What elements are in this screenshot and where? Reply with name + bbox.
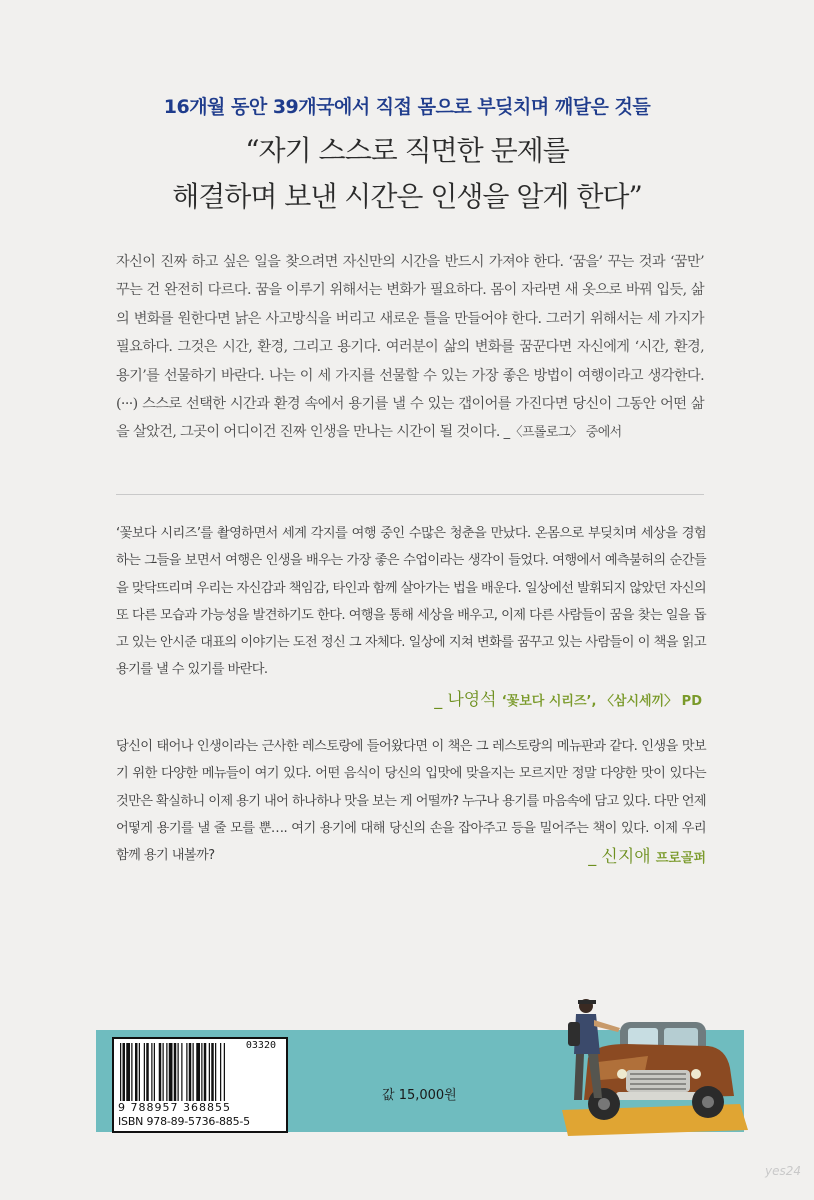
review1-signature (434, 685, 702, 710)
prologue-text: 자신이 진짜 하고 싶은 일을 찾으려면 자신만의 시간을 반드시 가져야 한다. ‘꿈을’ 꾸는 것과 ‘꿈만’ 꾸는 건 완전히 다르다. 꿈을 이루기 위해서는 변화가 필요하다. 몸이 자라면 새 옷으로 바꿔 입듯, 삶의 변화를 원한다면 낡은 사고방식을 버리고 새로운 틀을 만들어야 한다. 그러기 위해서는 세 가지가 필요하다. 그것은 시간, 환경, 그리고 용기다. 여러분이 삶의 변화를 꿈꾼다면 자신에게 ‘시간, 환경, 용기’를 선물하기 바란다. 나는 이 세 가지를 선물할 수 있는 가장 좋은 방법이 여행이라고 생각한다. (···) 스스로 선택한 시간과 환경 속에서 용기를 낼 수 있는 갭이어를 가진다면 당신이 그동안 어떤 삶을 살았건, 그곳이 어디이건 진짜 인생을 만나는 시간이 될 것이다. (116, 254, 704, 441)
ean-number: 9 788957 368855 (118, 1101, 231, 1114)
vintage-truck-illustration (548, 992, 748, 1140)
prologue-source: _〈프롤로그〉 중에서 (503, 425, 622, 441)
headline-quote-line-1: “자기 스스로 직면한 문제를 (245, 134, 569, 167)
headline-quote-line-2: 해결하며 보낸 시간은 인생을 알게 한다” (172, 180, 642, 213)
reviewer-role: ‘꽃보다 시리즈’, 〈삼시세끼〉 PD (501, 694, 702, 709)
cover-tagline: 16개월 동안 39개국에서 직접 몸으로 부딪치며 깨달은 것들 (163, 96, 651, 118)
signature-dash: _ (588, 847, 597, 866)
isbn-number: ISBN 978-89-5736-885-5 (118, 1115, 250, 1128)
isbn-barcode (112, 1037, 288, 1133)
review-na-youngseok: ‘꽃보다 시리즈’를 촬영하면서 세계 각지를 여행 중인 수많은 청춘을 만났다. 온몸으로 부딪치며 세상을 경험하는 그들을 보면서 여행은 인생을 배우는 가장 좋은 수업이라는 생각이 들었다. 여행에서 예측불허의 순간들을 맞닥뜨리며 우리는 자신감과 책임감, 타인과 함께 살아가는 법을 배운다. 일상에선 발휘되지 않았던 자신의 또 다른 모습과 가능성을 발견하기도 한다. 여행을 통해 세상을 배우고, 이제 다른 사람들이 꿈을 찾는 일을 돕고 있는 안시준 대표의 이야기는 도전 정신 그 자체다. 일상에 지쳐 변화를 꿈꾸고 있는 사람들이 이 책을 읽고 용기를 낼 수 있기를 바란다. (116, 526, 706, 678)
review-shin-jiyai: 당신이 태어나 인생이라는 근사한 레스토랑에 들어왔다면 이 책은 그 레스토랑의 메뉴판과 같다. 인생을 맛보기 위한 다양한 메뉴들이 여기 있다. 어떤 음식이 당신의 입맛에 맞을지는 모르지만 정말 다양한 맛이 있다는 것만은 확실하니 이제 용기 내어 하나하나 맛을 보는 게 어떨까? 누구나 용기를 마음속에 담고 있다. 다만 언제 어떻게 용기를 낼 줄 모를 뿐…. 여기 용기에 대해 당신의 손을 잡아주고 등을 밀어주는 책이 있다. 이제 우리 함께 용기 내볼까? (116, 739, 706, 864)
signature-dash: _ (434, 690, 443, 709)
barcode-bars (118, 1043, 282, 1101)
reviewer-name: 나영석 (447, 690, 497, 710)
section-divider (116, 494, 704, 495)
book-price: 값 15,000원 (382, 1088, 457, 1103)
reviewer-name: 신지애 (601, 847, 651, 867)
reviewer-role: 프로골퍼 (655, 851, 706, 866)
watermark-yes24: yes24 (765, 1164, 802, 1178)
prologue-excerpt (116, 248, 704, 448)
review2-signature (588, 842, 706, 867)
barcode-addon-number: 03320 (245, 1040, 276, 1051)
